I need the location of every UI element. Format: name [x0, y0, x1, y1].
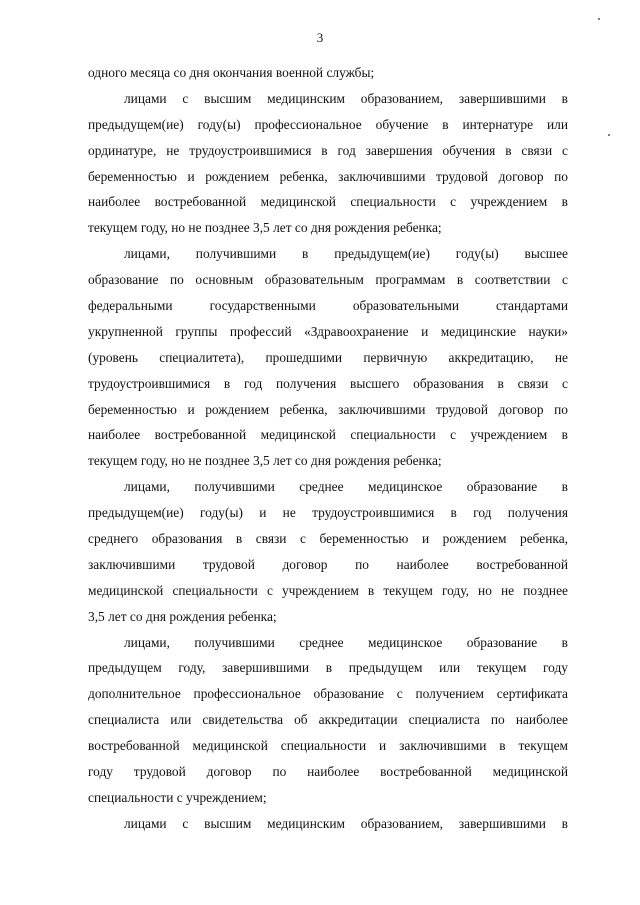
text-line: ординатуре, не трудоустроившимися в год завершения обучения в связи с: [88, 142, 568, 158]
text-line: дополнительное профессиональное образование с получением сертификата: [88, 686, 568, 702]
text-line: среднего образования в связи с беременностью и рождением ребенка,: [88, 531, 568, 547]
text-line: предыдущем(ие) году(ы) профессиональное обучение в интернатуре или: [88, 116, 568, 132]
text-line: федеральными государственными образовательными стандартами: [88, 298, 568, 314]
text-line: востребованной медицинской специальности и заключившими в текущем: [88, 738, 568, 754]
text-line: одного месяца со дня окончания военной службы;: [88, 65, 375, 80]
text-line: наиболее востребованной медицинской специальности с учреждением в: [88, 194, 568, 210]
text-line: специалиста или свидетельства об аккредитации специалиста по наиболее: [88, 712, 568, 728]
text-line: предыдущем(ие) году(ы) и не трудоустроившимися в год получения: [88, 505, 568, 521]
text-line: укрупненной группы профессий «Здравоохранение и медицинские науки»: [88, 323, 568, 339]
text-line: лицами с высшим медицинским образованием, завершившими в: [124, 815, 568, 831]
text-line: образование по основным образовательным программам в соответствии с: [88, 272, 568, 288]
text-line: 3,5 лет со дня рождения ребенка;: [88, 608, 277, 624]
text-line: медицинской специальности с учреждением в текущем году, но не позднее: [88, 582, 568, 598]
text-line: беременностью и рождением ребенка, заключившими трудовой договор по: [88, 168, 568, 184]
document-body: [88, 60, 568, 837]
text-line: (уровень специалитета), прошедшими первичную аккредитацию, не: [88, 349, 568, 365]
text-line: лицами, получившими в предыдущем(ие) году(ы) высшее: [124, 246, 568, 262]
text-line: текущем году, но не позднее 3,5 лет со дня рождения ребенка;: [88, 453, 442, 469]
text-line: наиболее востребованной медицинской специальности с учреждением в: [88, 427, 568, 443]
text-line: предыдущем году, завершившими в предыдущем или текущем году: [88, 660, 568, 676]
scan-speck: [608, 134, 610, 136]
scan-speck: [598, 18, 600, 20]
text-line: лицами, получившими среднее медицинское образование в: [124, 479, 568, 495]
page-number: 3: [316, 30, 324, 45]
text-line: трудоустроившимися в год получения высшего образования в связи с: [88, 375, 568, 391]
text-line: году трудовой договор по наиболее востребованной медицинской: [88, 764, 568, 780]
text-line: специальности с учреждением;: [88, 789, 267, 805]
text-line: лицами с высшим медицинским образованием, завершившими в: [124, 90, 568, 106]
text-line: беременностью и рождением ребенка, заключившими трудовой договор по: [88, 401, 568, 417]
text-line: лицами, получившими среднее медицинское образование в: [124, 634, 568, 650]
text-line: текущем году, но не позднее 3,5 лет со дня рождения ребенка;: [88, 220, 442, 236]
text-line: заключившими трудовой договор по наиболее востребованной: [88, 556, 568, 572]
